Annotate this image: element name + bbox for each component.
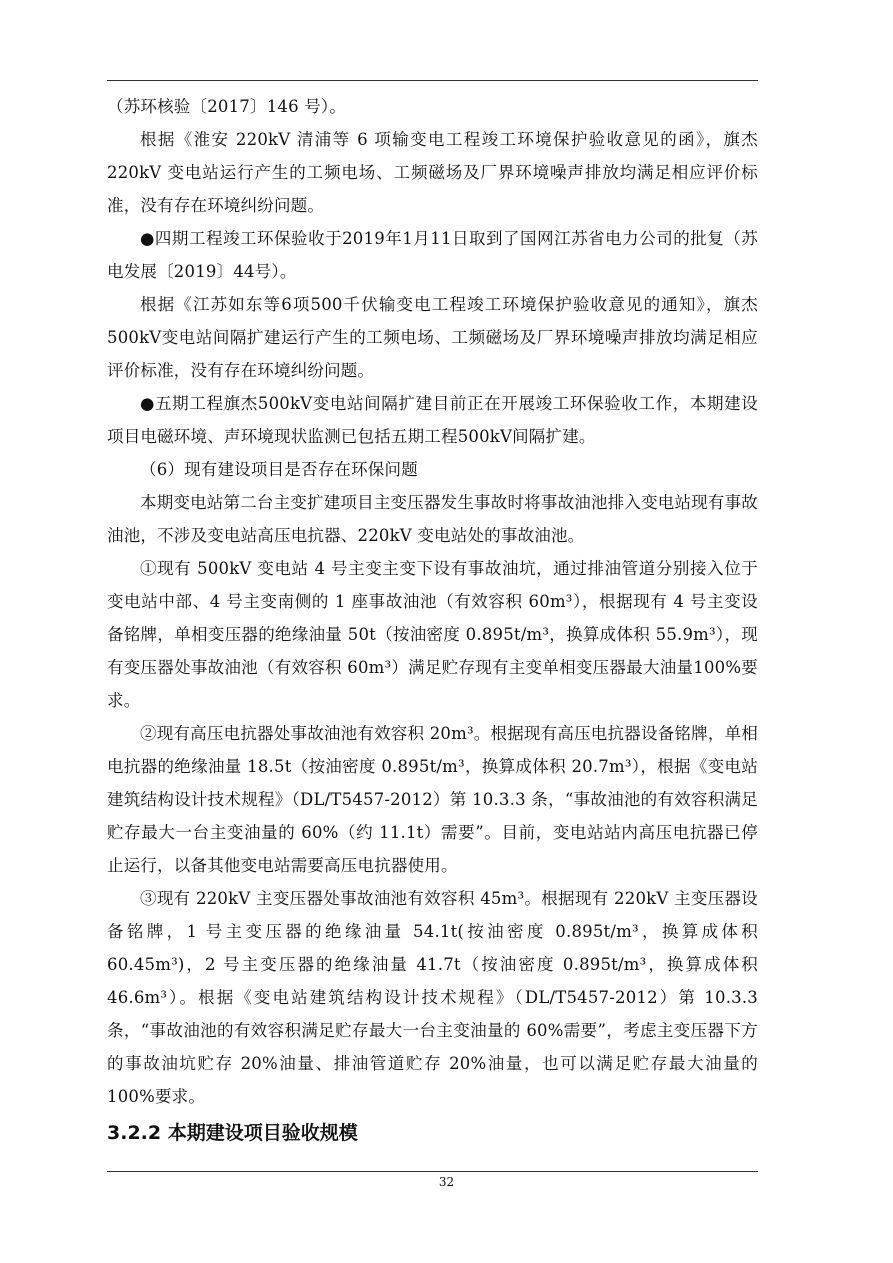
section-heading: 3.2.2 本期建设项目验收规模 <box>107 1122 358 1144</box>
header-rule <box>107 80 758 81</box>
paragraph-5: ●五期工程旗杰500kV变电站间隔扩建目前正在开展竣工环保验收工作，本期建设项目电磁环境、声环境现状监测已包括五期工程500kV间隔扩建。 <box>107 394 758 446</box>
paragraph-7: 本期变电站第二台主变扩建项目主变压器发生事故时将事故油池排入变电站现有事故油池，不涉及变电站高压电抗器、220kV 变电站处的事故油池。 <box>107 493 758 545</box>
paragraph-3: ●四期工程竣工环保验收于2019年1月11日取到了国网江苏省电力公司的批复（苏电发展〔2019〕44号）。 <box>107 229 758 281</box>
paragraph-8: ①现有 500kV 变电站 4 号主变主变下设有事故油坑，通过排油管道分别接入位于变电站中部、4 号主变南侧的 1 座事故油池（有效容积 60m³），根据现有 4 号主变设备铭牌，单相变压器的绝缘油量 50t（按油密度 0.895t/m³，换算成体积 55.9m³），现有变压器处事故油池（有效容积 60m³）满足贮存现有主变单相变压器最大油量100%要求。 <box>107 559 758 710</box>
paragraph-2: 根据《淮安 220kV 清浦等 6 项输变电工程竣工环境保护验收意见的函》，旗杰 220kV 变电站运行产生的工频电场、工频磁场及厂界环境噪声排放均满足相应评价标准，没有存在环境纠纷问题。 <box>107 130 758 215</box>
paragraph-4: 根据《江苏如东等6项500千伏输变电工程竣工环境保护验收意见的通知》，旗杰500kV变电站间隔扩建运行产生的工频电场、工频磁场及厂界环境噪声排放均满足相应评价标准，没有存在环境纠纷问题。 <box>107 295 758 380</box>
paragraph-6: （6）现有建设项目是否存在环保问题 <box>140 460 418 479</box>
paragraph-10: ③现有 220kV 主变压器处事故油池有效容积 45m³。根据现有 220kV 主变压器设备铭牌，1 号主变压器的绝缘油量 54.1t(按油密度 0.895t/m³，换算成体积 60.45m³)，2 号主变压器的绝缘油量 41.7t（按油密度 0.895t/m³，换算成体积 46.6m³）。根据《变电站建筑结构设计技术规程》（DL/T5457-2012）第 10.3.3 条，“事故油池的有效容积满足贮存最大一台主变油量的 60%需要”，考虑主变压器下方的事故油坑贮存 20%油量、排油管道贮存 20%油量，也可以满足贮存最大油量的 100%要求。 <box>107 889 758 1106</box>
paragraph-1: （苏环核验〔2017〕146 号）。 <box>107 97 347 116</box>
paragraph-9: ②现有高压电抗器处事故油池有效容积 20m³。根据现有高压电抗器设备铭牌，单相电抗器的绝缘油量 18.5t（按油密度 0.895t/m³，换算成体积 20.7m³），根据《变电站建筑结构设计技术规程》（DL/T5457-2012）第 10.3.3 条，“事故油池的有效容积满足贮存最大一台主变油量的 60%（约 11.1t）需要”。目前，变电站站内高压电抗器已停止运行，以备其他变电站需要高压电抗器使用。 <box>107 724 758 875</box>
page-number: 32 <box>438 1175 455 1189</box>
page-body <box>107 90 758 1151</box>
